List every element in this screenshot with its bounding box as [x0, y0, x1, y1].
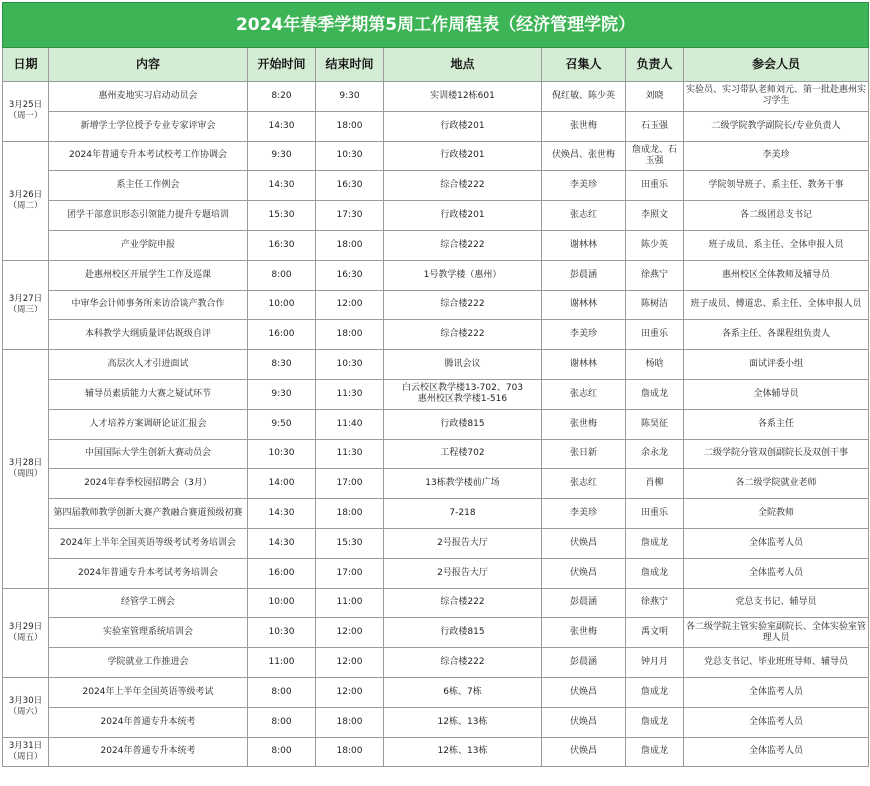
convener-cell: 张志红: [542, 469, 626, 499]
weekday-text: （周六）: [8, 707, 43, 718]
attendees-cell: 全体监考人员: [684, 737, 869, 767]
start-time-cell: 10:30: [248, 439, 316, 469]
convener-cell: 张日新: [542, 439, 626, 469]
start-time-cell: 14:30: [248, 111, 316, 141]
end-time-cell: 18:00: [316, 320, 384, 350]
responsible-cell: 肖柳: [626, 469, 684, 499]
page-title: 2024年春季学期第5周工作周程表（经济管理学院）: [3, 3, 869, 48]
content-cell: 经管学工例会: [49, 588, 248, 618]
start-time-cell: 14:00: [248, 469, 316, 499]
start-time-cell: 16:30: [248, 230, 316, 260]
location-cell: 综合楼222: [384, 230, 542, 260]
table-row: [3, 499, 869, 529]
content-cell: 人才培养方案调研论证汇报会: [49, 409, 248, 439]
content-cell: 产业学院申报: [49, 230, 248, 260]
attendees-cell: 各系主任: [684, 409, 869, 439]
header-content: 内容: [49, 48, 248, 82]
start-time-cell: 14:30: [248, 499, 316, 529]
content-cell: 中国国际大学生创新大赛动员会: [49, 439, 248, 469]
weekday-text: （周四）: [8, 468, 43, 479]
location-cell: 腾讯会议: [384, 350, 542, 380]
location-cell: 13栋教学楼前广场: [384, 469, 542, 499]
start-time-cell: 10:00: [248, 290, 316, 320]
convener-cell: 张世梅: [542, 111, 626, 141]
end-time-cell: 18:00: [316, 230, 384, 260]
content-cell: 2024年普通专升本统考: [49, 737, 248, 767]
attendees-cell: 全体监考人员: [684, 558, 869, 588]
table-row: [3, 677, 869, 707]
responsible-cell: 詹成龙: [626, 528, 684, 558]
end-time-cell: 16:30: [316, 260, 384, 290]
responsible-cell: 田重乐: [626, 320, 684, 350]
location-cell: 白云校区教学楼13-702、703 惠州校区教学楼1-516: [384, 379, 542, 409]
date-cell: [3, 350, 49, 588]
date-text: 3月28日: [8, 457, 43, 468]
date-cell: [3, 260, 49, 349]
table-row: [3, 618, 869, 648]
table-row: [3, 82, 869, 112]
responsible-cell: 徐燕宁: [626, 588, 684, 618]
header-end-time: 结束时间: [316, 48, 384, 82]
attendees-cell: 李美珍: [684, 141, 869, 171]
table-row: [3, 320, 869, 350]
header-date: 日期: [3, 48, 49, 82]
convener-cell: 倪红敏、陈少英: [542, 82, 626, 112]
start-time-cell: 10:30: [248, 618, 316, 648]
responsible-cell: 詹成龙: [626, 677, 684, 707]
end-time-cell: 17:00: [316, 558, 384, 588]
content-cell: 学院就业工作推进会: [49, 648, 248, 678]
convener-cell: 伏焕昌: [542, 558, 626, 588]
end-time-cell: 10:30: [316, 350, 384, 380]
content-cell: 2024年上半年全国英语等级考试考务培训会: [49, 528, 248, 558]
table-row: [3, 707, 869, 737]
start-time-cell: 15:30: [248, 201, 316, 231]
location-cell: 1号教学楼（惠州）: [384, 260, 542, 290]
weekday-text: （周二）: [8, 200, 43, 211]
attendees-cell: 各系主任、各课程组负责人: [684, 320, 869, 350]
date-cell: [3, 677, 49, 737]
start-time-cell: 8:20: [248, 82, 316, 112]
location-cell: 综合楼222: [384, 171, 542, 201]
convener-cell: 张世梅: [542, 409, 626, 439]
attendees-cell: 二级学院分管双创副院长及双创干事: [684, 439, 869, 469]
location-cell: 行政楼201: [384, 201, 542, 231]
table-row: [3, 558, 869, 588]
location-cell: 行政楼815: [384, 409, 542, 439]
convener-cell: 张志红: [542, 379, 626, 409]
weekday-text: （周一）: [8, 111, 43, 122]
date-cell: [3, 588, 49, 677]
content-cell: 中审华会计师事务所来访洽谈产教合作: [49, 290, 248, 320]
header-location: 地点: [384, 48, 542, 82]
responsible-cell: 陈昊征: [626, 409, 684, 439]
content-cell: 2024年上半年全国英语等级考试: [49, 677, 248, 707]
end-time-cell: 11:30: [316, 379, 384, 409]
table-row: [3, 350, 869, 380]
date-text: 3月30日: [8, 696, 43, 707]
content-cell: 系主任工作例会: [49, 171, 248, 201]
convener-cell: 伏焕昌: [542, 528, 626, 558]
attendees-cell: 全体监考人员: [684, 707, 869, 737]
content-cell: 本科教学大纲质量评估既级自评: [49, 320, 248, 350]
start-time-cell: 11:00: [248, 648, 316, 678]
start-time-cell: 8:30: [248, 350, 316, 380]
schedule-body: [3, 82, 869, 767]
content-cell: 实验室管理系统培训会: [49, 618, 248, 648]
end-time-cell: 17:30: [316, 201, 384, 231]
convener-cell: 彭晨涵: [542, 588, 626, 618]
table-row: [3, 588, 869, 618]
table-row: [3, 260, 869, 290]
location-cell: 6栋、7栋: [384, 677, 542, 707]
location-cell: 综合楼222: [384, 648, 542, 678]
attendees-cell: 班子成员、傅道忠、系主任、全体申报人员: [684, 290, 869, 320]
convener-cell: 伏焕昌、张世梅: [542, 141, 626, 171]
weekday-text: （周三）: [8, 304, 43, 315]
end-time-cell: 12:00: [316, 648, 384, 678]
attendees-cell: 全院教师: [684, 499, 869, 529]
header-row: [3, 48, 869, 82]
convener-cell: 谢林林: [542, 290, 626, 320]
convener-cell: 伏焕昌: [542, 677, 626, 707]
content-cell: 2024年春季校园招聘会（3月）: [49, 469, 248, 499]
end-time-cell: 16:30: [316, 171, 384, 201]
start-time-cell: 8:00: [248, 707, 316, 737]
content-cell: 团学干部意识形态引领能力提升专题培训: [49, 201, 248, 231]
date-text: 3月25日: [8, 100, 43, 111]
content-cell: 第四届教师教学创新大赛产教融合赛道预级初赛: [49, 499, 248, 529]
header-convener: 召集人: [542, 48, 626, 82]
end-time-cell: 12:00: [316, 618, 384, 648]
start-time-cell: 9:50: [248, 409, 316, 439]
attendees-cell: 惠州校区全体教师及辅导员: [684, 260, 869, 290]
responsible-cell: 李照文: [626, 201, 684, 231]
responsible-cell: 石玉强: [626, 111, 684, 141]
responsible-cell: 田重乐: [626, 499, 684, 529]
weekday-text: （周五）: [8, 632, 43, 643]
content-cell: 新增学士学位授予专业专家评审会: [49, 111, 248, 141]
responsible-cell: 詹成龙: [626, 707, 684, 737]
schedule-table: [2, 2, 869, 767]
location-cell: 综合楼222: [384, 588, 542, 618]
responsible-cell: 陈树洁: [626, 290, 684, 320]
attendees-cell: 各二级学院就业老师: [684, 469, 869, 499]
table-row: [3, 379, 869, 409]
start-time-cell: 8:00: [248, 677, 316, 707]
content-cell: 惠州麦地实习启动动员会: [49, 82, 248, 112]
responsible-cell: 詹成龙、石玉强: [626, 141, 684, 171]
attendees-cell: 面试评委小组: [684, 350, 869, 380]
end-time-cell: 18:00: [316, 737, 384, 767]
convener-cell: 张世梅: [542, 618, 626, 648]
end-time-cell: 11:00: [316, 588, 384, 618]
table-row: [3, 648, 869, 678]
responsible-cell: 詹成龙: [626, 558, 684, 588]
end-time-cell: 11:30: [316, 439, 384, 469]
attendees-cell: 全体辅导员: [684, 379, 869, 409]
attendees-cell: 各二级学院主管实验室副院长、全体实验室管理人员: [684, 618, 869, 648]
attendees-cell: 全体监考人员: [684, 528, 869, 558]
table-row: [3, 409, 869, 439]
end-time-cell: 11:40: [316, 409, 384, 439]
end-time-cell: 12:00: [316, 290, 384, 320]
header-start-time: 开始时间: [248, 48, 316, 82]
attendees-cell: 二级学院教学副院长/专业负责人: [684, 111, 869, 141]
date-text: 3月26日: [8, 189, 43, 200]
table-row: [3, 469, 869, 499]
table-row: [3, 528, 869, 558]
location-cell: 综合楼222: [384, 290, 542, 320]
start-time-cell: 10:00: [248, 588, 316, 618]
header-responsible: 负责人: [626, 48, 684, 82]
attendees-cell: 全体监考人员: [684, 677, 869, 707]
responsible-cell: 钟月月: [626, 648, 684, 678]
content-cell: 2024年普通专升本考试考务培训会: [49, 558, 248, 588]
convener-cell: 彭晨涵: [542, 260, 626, 290]
attendees-cell: 班子成员、系主任、全体申报人员: [684, 230, 869, 260]
date-text: 3月31日: [8, 740, 43, 751]
location-cell: 2号报告大厅: [384, 558, 542, 588]
content-cell: 2024年普通专升本考试校考工作协调会: [49, 141, 248, 171]
responsible-cell: 刘晓: [626, 82, 684, 112]
table-row: [3, 171, 869, 201]
start-time-cell: 16:00: [248, 320, 316, 350]
responsible-cell: 余永龙: [626, 439, 684, 469]
convener-cell: 李美珍: [542, 171, 626, 201]
responsible-cell: 田重乐: [626, 171, 684, 201]
content-cell: 辅导员素质能力大赛之疑试环节: [49, 379, 248, 409]
location-cell: 工程楼702: [384, 439, 542, 469]
convener-cell: 伏焕昌: [542, 707, 626, 737]
weekday-text: （周日）: [8, 751, 43, 762]
start-time-cell: 16:00: [248, 558, 316, 588]
table-row: [3, 290, 869, 320]
location-cell: 行政楼201: [384, 141, 542, 171]
table-row: [3, 201, 869, 231]
responsible-cell: 徐燕宁: [626, 260, 684, 290]
content-cell: 高层次人才引进面试: [49, 350, 248, 380]
convener-cell: 张志红: [542, 201, 626, 231]
start-time-cell: 8:00: [248, 737, 316, 767]
header-attendees: 参会人员: [684, 48, 869, 82]
convener-cell: 彭晨涵: [542, 648, 626, 678]
end-time-cell: 12:00: [316, 677, 384, 707]
attendees-cell: 实验员、实习带队老师刘元、第一批赴惠州实习学生: [684, 82, 869, 112]
end-time-cell: 9:30: [316, 82, 384, 112]
start-time-cell: 9:30: [248, 141, 316, 171]
responsible-cell: 禹文明: [626, 618, 684, 648]
date-text: 3月27日: [8, 293, 43, 304]
location-cell: 7-218: [384, 499, 542, 529]
location-cell: 行政楼201: [384, 111, 542, 141]
responsible-cell: 陈少英: [626, 230, 684, 260]
attendees-cell: 学院领导班子、系主任、教务干事: [684, 171, 869, 201]
date-text: 3月29日: [8, 621, 43, 632]
table-row: [3, 439, 869, 469]
responsible-cell: 杨晗: [626, 350, 684, 380]
content-cell: 2024年普通专升本统考: [49, 707, 248, 737]
attendees-cell: 党总支书记、毕业班班导师、辅导员: [684, 648, 869, 678]
end-time-cell: 10:30: [316, 141, 384, 171]
date-cell: [3, 82, 49, 142]
end-time-cell: 18:00: [316, 499, 384, 529]
convener-cell: 李美珍: [542, 499, 626, 529]
table-row: [3, 141, 869, 171]
location-cell: 综合楼222: [384, 320, 542, 350]
attendees-cell: 各二级团总支书记: [684, 201, 869, 231]
responsible-cell: 詹成龙: [626, 379, 684, 409]
end-time-cell: 15:30: [316, 528, 384, 558]
date-cell: [3, 141, 49, 260]
convener-cell: 谢林林: [542, 350, 626, 380]
end-time-cell: 18:00: [316, 111, 384, 141]
convener-cell: 谢林林: [542, 230, 626, 260]
location-cell: 2号报告大厅: [384, 528, 542, 558]
location-cell: 12栋、13栋: [384, 737, 542, 767]
responsible-cell: 詹成龙: [626, 737, 684, 767]
attendees-cell: 党总支书记、辅导员: [684, 588, 869, 618]
start-time-cell: 8:00: [248, 260, 316, 290]
location-cell: 实训楼12栋601: [384, 82, 542, 112]
convener-cell: 伏焕昌: [542, 737, 626, 767]
end-time-cell: 17:00: [316, 469, 384, 499]
start-time-cell: 14:30: [248, 171, 316, 201]
table-row: [3, 111, 869, 141]
start-time-cell: 14:30: [248, 528, 316, 558]
start-time-cell: 9:30: [248, 379, 316, 409]
table-row: [3, 737, 869, 767]
end-time-cell: 18:00: [316, 707, 384, 737]
location-cell: 12栋、13栋: [384, 707, 542, 737]
location-cell: 行政楼815: [384, 618, 542, 648]
convener-cell: 李美珍: [542, 320, 626, 350]
content-cell: 赴惠州校区开展学生工作及巡课: [49, 260, 248, 290]
date-cell: [3, 737, 49, 767]
table-row: [3, 230, 869, 260]
